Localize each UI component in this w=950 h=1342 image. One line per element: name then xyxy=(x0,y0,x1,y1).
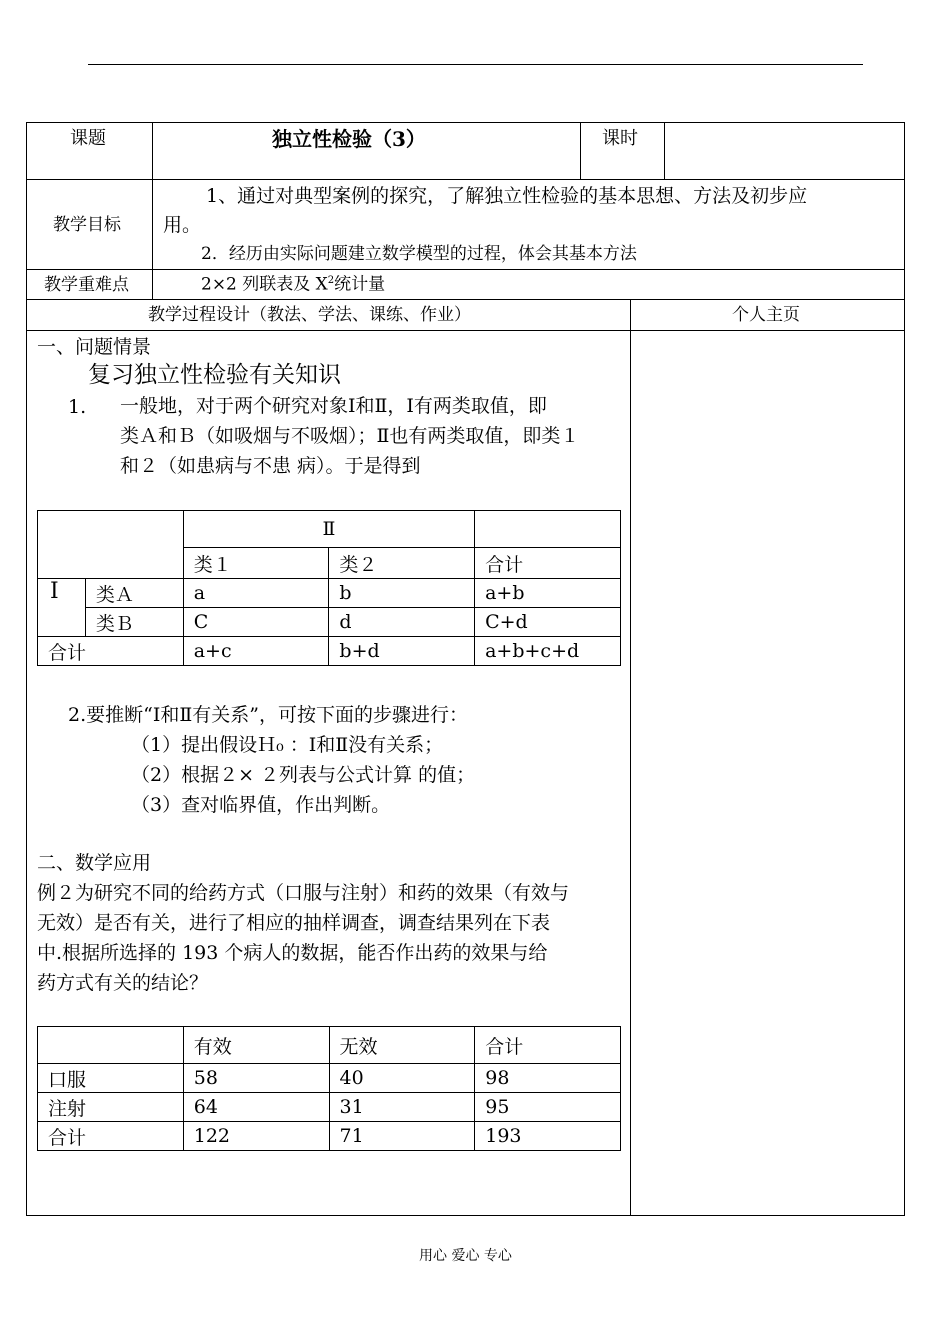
table-corner-cell xyxy=(38,511,184,579)
cell-d: d xyxy=(329,608,475,637)
section2-heading: 二、数学应用 xyxy=(37,852,152,874)
cell-a-plus-c: a+c xyxy=(183,637,329,666)
example-line1: 例２为研究不同的给药方式（口服与注射）和药的效果（有效与 xyxy=(37,882,570,904)
table-col-2: 类２ xyxy=(329,548,475,579)
hours-divider xyxy=(664,122,665,180)
drug-effect-table xyxy=(37,1026,621,1151)
drug-cell-ineffective: 71 xyxy=(329,1122,475,1151)
cell-a: a xyxy=(183,579,329,608)
table-col-total: 合计 xyxy=(475,548,621,579)
keypoints-superscript: 2 xyxy=(327,275,335,286)
row-divider xyxy=(26,179,905,180)
drug-cell-ineffective: 31 xyxy=(329,1093,475,1122)
step-3: （3）查对临界值，作出判断。 xyxy=(131,794,391,816)
drug-cell-effective: 122 xyxy=(183,1122,329,1151)
cell-c-plus-d: C+d xyxy=(475,608,621,637)
contingency-table xyxy=(37,510,621,666)
table-row-A: 类Ａ xyxy=(85,579,183,608)
item1-number: 1. xyxy=(68,396,87,418)
class-hours-label: 课时 xyxy=(602,128,638,149)
drug-cell-total: 193 xyxy=(475,1122,621,1151)
objective-1-line1: 1、通过对典型案例的探究，了解独立性检验的基本思想、方法及初步应 xyxy=(206,185,808,207)
header-rule xyxy=(88,64,863,65)
topic-title: 独立性检验（3） xyxy=(272,127,426,151)
table-col-1: 类１ xyxy=(183,548,329,579)
table-header-blank xyxy=(475,511,621,548)
row-divider xyxy=(26,299,905,300)
table-row-B: 类Ｂ xyxy=(85,608,183,637)
row-divider xyxy=(26,330,905,331)
table-border-left xyxy=(26,122,27,1216)
drug-col-effective: 有效 xyxy=(183,1027,329,1064)
steps-intro: 2.要推断“Ⅰ和Ⅱ有关系”，可按下面的步骤进行： xyxy=(68,704,468,726)
example-line2: 无效）是否有关，进行了相应的抽样调查，调查结果列在下表 xyxy=(37,912,551,934)
cell-grand-total: a+b+c+d xyxy=(475,637,621,666)
table-row-group-I: Ⅰ xyxy=(38,579,86,637)
keypoints-suffix: 统计量 xyxy=(334,274,386,295)
drug-col-ineffective: 无效 xyxy=(329,1027,475,1064)
cell-a-plus-b: a+b xyxy=(475,579,621,608)
drug-col-total: 合计 xyxy=(475,1027,621,1064)
review-title: 复习独立性检验有关知识 xyxy=(88,362,341,388)
table-border-bottom xyxy=(26,1215,905,1216)
table-border-top xyxy=(26,122,905,123)
drug-row-label: 合计 xyxy=(38,1122,184,1151)
footer-text: 用心 爱心 专心 xyxy=(419,1248,512,1264)
process-header: 教学过程设计（教法、学法、课练、作业） xyxy=(148,305,471,325)
label-column-divider xyxy=(152,122,153,300)
objective-1-line2: 用。 xyxy=(163,214,202,236)
drug-table-corner xyxy=(38,1027,184,1064)
example-line4: 药方式有关的结论？ xyxy=(37,972,209,994)
item1-line1: 一般地，对于两个研究对象Ⅰ和Ⅱ，Ⅰ有两类取值，即 xyxy=(120,395,547,417)
personal-header: 个人主页 xyxy=(732,305,800,325)
item1-line2: 类Ａ和Ｂ（如吸烟与不吸烟）；Ⅱ也有两类取值，即类１ xyxy=(120,425,580,447)
keypoints-text xyxy=(201,276,385,294)
keypoints-prefix: 2×2 列联表及 X xyxy=(201,274,328,295)
drug-row-label: 注射 xyxy=(38,1093,184,1122)
step-2: （2）根据２× ２列表与公式计算 的值； xyxy=(131,764,476,786)
drug-cell-ineffective: 40 xyxy=(329,1064,475,1093)
cell-b-plus-d: b+d xyxy=(329,637,475,666)
drug-cell-effective: 58 xyxy=(183,1064,329,1093)
table-border-right xyxy=(904,122,905,1216)
objective-2: 2．经历由实际问题建立数学模型的过程，体会其基本方法 xyxy=(201,244,637,264)
topic-label: 课题 xyxy=(70,128,106,149)
step-1: （1）提出假设Ｈ₀ ：Ⅰ和Ⅱ没有关系； xyxy=(131,734,444,756)
example-line3: 中.根据所选择的 193 个病人的数据，能否作出药的效果与给 xyxy=(37,942,548,964)
keypoints-label: 教学重难点 xyxy=(44,275,129,295)
cell-c: C xyxy=(183,608,329,637)
drug-row-label: 口服 xyxy=(38,1064,184,1093)
content-column-divider xyxy=(630,299,631,1216)
drug-cell-total: 98 xyxy=(475,1064,621,1093)
drug-cell-effective: 64 xyxy=(183,1093,329,1122)
table-header-II: Ⅱ xyxy=(183,511,474,548)
row-divider xyxy=(26,269,905,270)
drug-cell-total: 95 xyxy=(475,1093,621,1122)
table-row-total: 合计 xyxy=(38,637,184,666)
objectives-label: 教学目标 xyxy=(53,215,121,235)
cell-b: b xyxy=(329,579,475,608)
section1-heading: 一、问题情景 xyxy=(37,336,152,358)
item1-line3: 和２（如患病与不患 病）。于是得到 xyxy=(120,455,421,477)
title-divider xyxy=(580,122,581,180)
